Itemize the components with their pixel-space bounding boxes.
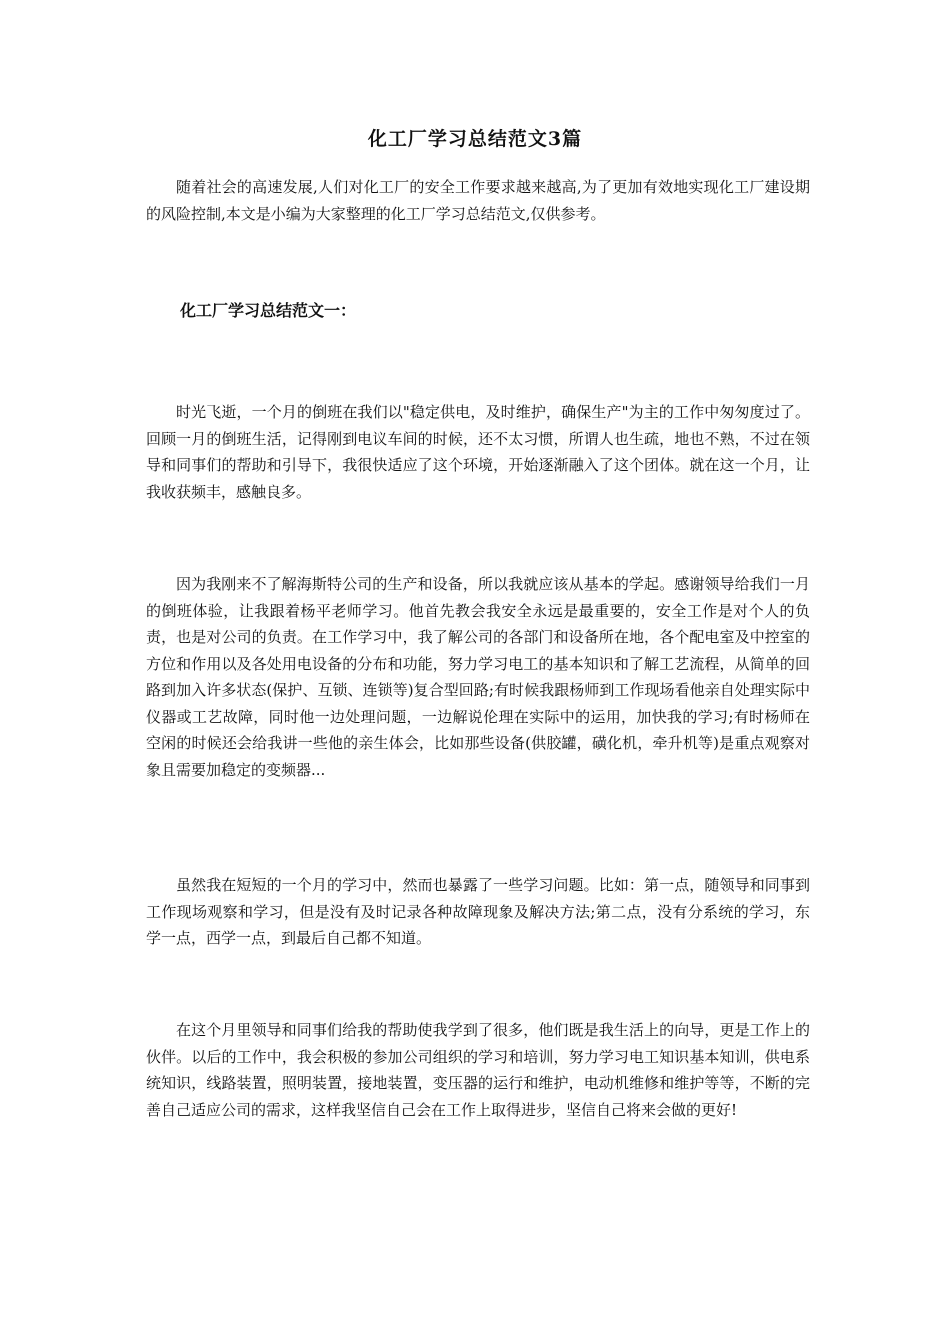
body-paragraph-3: 虽然我在短短的一个月的学习中，然而也暴露了一些学习问题。比如：第一点，随领导和同事到工作现场观察和学习，但是没有及时记录各种故障现象及解决方法;第二点，没有分系统的学习，东学一点，西学一点，到最后自己都不知道。 [146,876,810,947]
body-paragraph-1: 时光飞逝，一个月的倒班在我们以"稳定供电，及时维护，确保生产"为主的工作中匆匆度过了。回顾一月的倒班生活，记得刚到电议车间的时候，还不太习惯，所谓人也生疏，地也不熟，不过在领导和同事们的帮助和引导下，我很快适应了这个环境，开始逐渐融入了这个团体。就在这一个月，让我收获频丰，感触良多。 [146,403,810,501]
intro-paragraph: 随着社会的高速发展,人们对化工厂的安全工作要求越来越高,为了更加有效地实现化工厂建设期的风险控制,本文是小编为大家整理的化工厂学习总结范文,仅供参考。 [146,178,810,223]
body-paragraph-2: 因为我刚来不了解海斯特公司的生产和设备，所以我就应该从基本的学起。感谢领导给我们一月的倒班体验，让我跟着杨平老师学习。他首先教会我安全永远是最重要的，安全工作是对个人的负责，也是对公司的负责。在工作学习中，我了解公司的各部门和设备所在地，各个配电室及中控室的方位和作用以及各处用电设备的分布和功能，努力学习电工的基本知识和了解工艺流程，从简单的回路到加入许多状态(保护、互锁、连锁等)复合型回路;有时候我跟杨师到工作现场看他亲自处理实际中仪器或工艺故障，同时他一边处理问题，一边解说伦理在实际中的运用，加快我的学习;有时杨师在空闲的时候还会给我讲一些他的亲生体会，比如那些设备(供胶罐，磺化机，牵升机等)是重点观察对象且需要加稳定的变频器... [146,575,810,779]
section-heading: 化工厂学习总结范文一： [180,301,357,320]
body-paragraph-4: 在这个月里领导和同事们给我的帮助使我学到了很多，他们既是我生活上的向导，更是工作上的伙伴。以后的工作中，我会积极的参加公司组织的学习和培训，努力学习电工知识基本知训，供电系统知识，线路装置，照明装置，接地装置，变压器的运行和维护，电动机维修和维护等等，不断的完善自己适应公司的需求，这样我坚信自己会在工作上取得进步，坚信自己将来会做的更好! [146,1021,810,1119]
page-title: 化工厂学习总结范文3篇 [367,128,583,150]
